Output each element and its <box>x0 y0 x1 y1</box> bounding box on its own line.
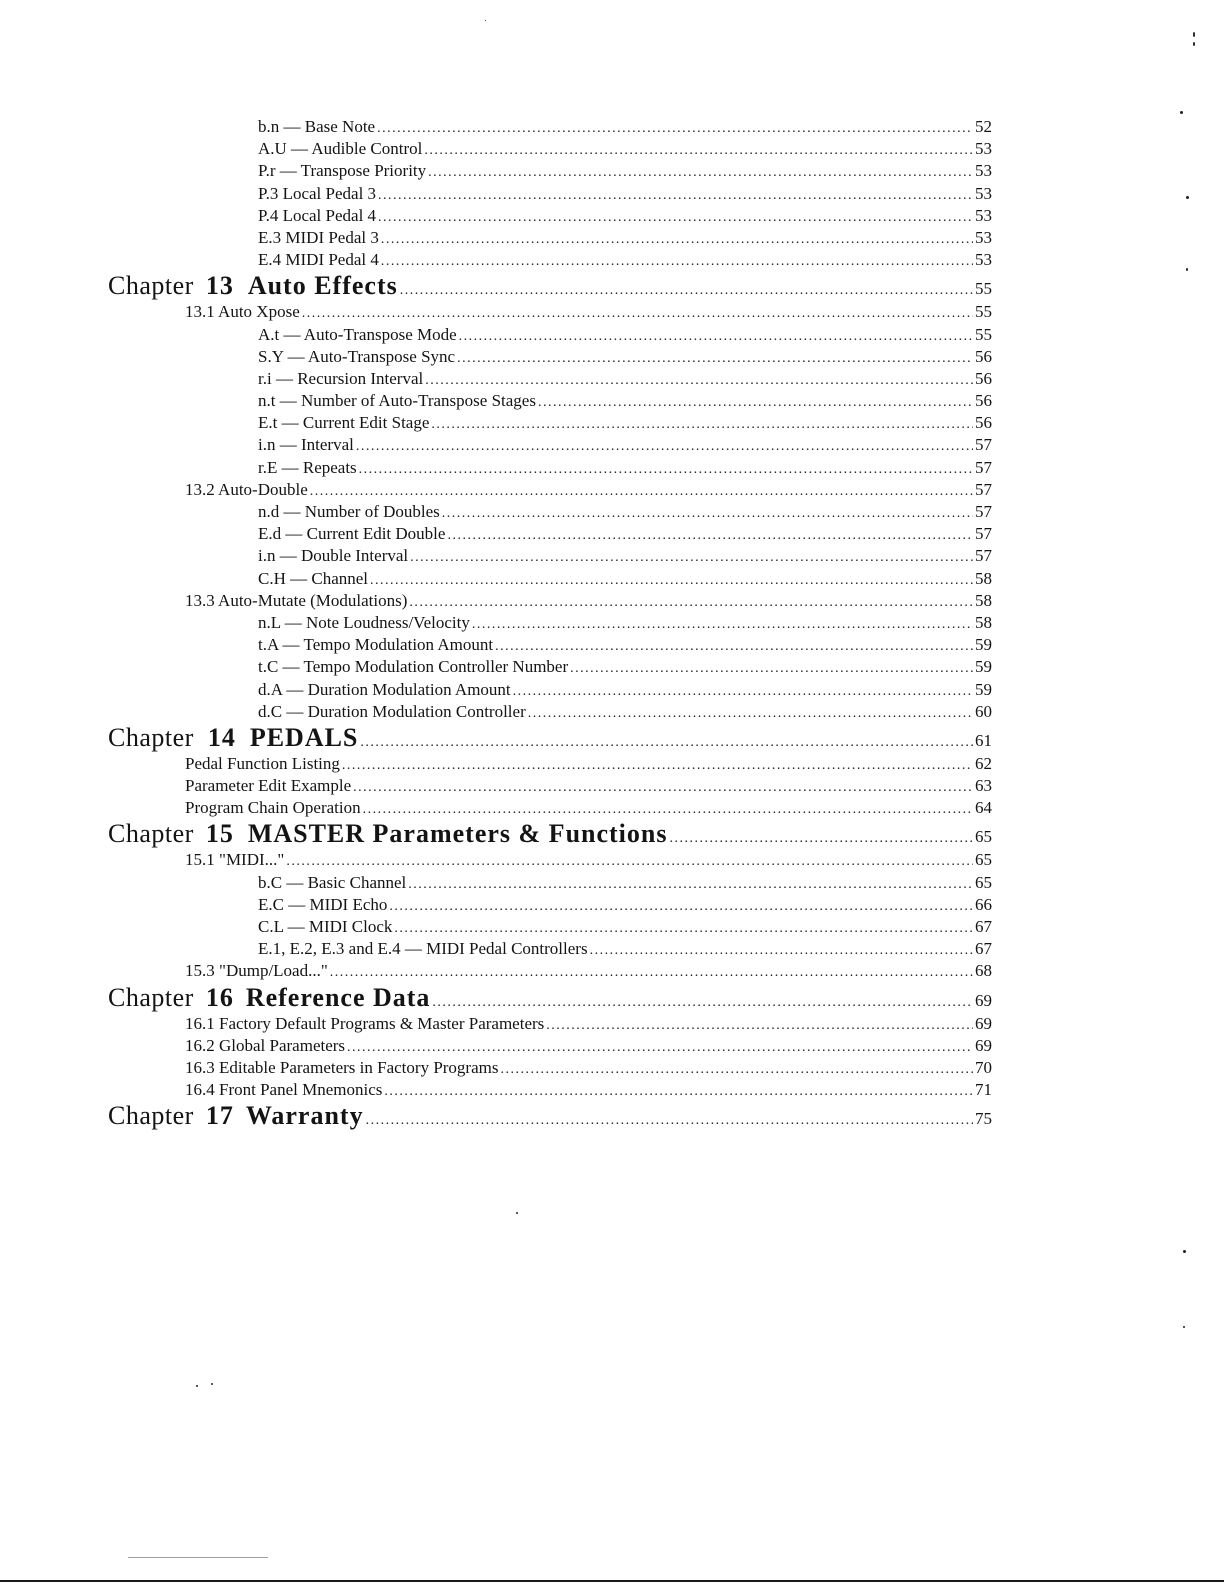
toc-page-number: 55 <box>975 302 992 322</box>
toc-entry-label: i.n — Double Interval <box>258 546 409 566</box>
toc-entry-auto-transpose-mode <box>0 324 1224 346</box>
toc-entry-label: E.3 MIDI Pedal 3 <box>258 227 379 247</box>
toc-entry-midi-clock <box>0 916 1224 938</box>
toc-entry-label: 16.1 Factory Default Programs & Master Parameters <box>185 1013 545 1033</box>
scan-speck <box>211 1383 213 1385</box>
toc-entry-transpose-priority <box>0 160 1224 182</box>
dot-leader <box>425 370 973 392</box>
dot-leader <box>353 777 973 799</box>
toc-entry-tempo-modulation-amount <box>0 634 1224 656</box>
toc-section-pedal-function-listing <box>0 753 1224 775</box>
toc-chapter-15 <box>0 819 1224 849</box>
toc-entry-current-edit-double <box>0 523 1224 545</box>
scan-speck <box>1193 42 1195 46</box>
dot-leader <box>363 799 973 821</box>
toc-section-13-1 <box>0 301 1224 323</box>
toc-entry-local-pedal-4 <box>0 205 1224 227</box>
dot-leader <box>528 703 973 725</box>
toc-page-number: 59 <box>975 635 992 655</box>
toc-entry-label: t.A — Tempo Modulation Amount <box>258 635 494 655</box>
toc-section-16-2 <box>0 1035 1224 1057</box>
chapter-heading <box>108 1101 364 1131</box>
toc-entry-label: r.E — Repeats <box>258 457 357 477</box>
toc-entry-label: Pedal Function Listing <box>185 753 340 773</box>
toc-section-16-1 <box>0 1013 1224 1035</box>
chapter-number: 14 <box>207 722 236 752</box>
toc-section-13-2 <box>0 479 1224 501</box>
toc-page-number: 52 <box>975 117 992 136</box>
toc-entry-label: 16.2 Global Parameters <box>185 1035 346 1055</box>
toc-entry-midi-pedal-3 <box>0 227 1224 249</box>
toc-page-number: 65 <box>975 850 992 870</box>
toc-page-number: 58 <box>975 568 992 588</box>
toc-entry-label: Parameter Edit Example <box>185 776 352 796</box>
scan-speck <box>485 20 486 21</box>
toc-entry-auto-transpose-sync <box>0 346 1224 368</box>
toc-entry-repeats <box>0 457 1224 479</box>
toc-entry-label: 13.3 Auto-Mutate (Modulations) <box>185 590 408 610</box>
toc-page-number: 53 <box>975 227 992 247</box>
dot-leader <box>424 140 973 162</box>
dot-leader <box>457 348 973 370</box>
chapter-number: 15 <box>205 819 234 849</box>
chapter-title: Warranty <box>245 1101 364 1131</box>
dot-leader <box>459 326 973 348</box>
scan-speck <box>516 1212 518 1214</box>
toc-entry-label: C.H — Channel <box>258 568 369 588</box>
dot-leader <box>310 481 973 503</box>
dot-leader <box>389 896 973 918</box>
scan-speck <box>1193 32 1195 37</box>
toc-page-number: 56 <box>975 413 992 433</box>
toc-chapter-13 <box>0 271 1224 301</box>
toc-entry-channel <box>0 568 1224 590</box>
table-of-contents <box>0 116 1224 1131</box>
toc-page-number: 70 <box>975 1057 992 1077</box>
dot-leader <box>409 592 973 614</box>
dot-leader <box>431 414 973 436</box>
page-bottom-edge <box>0 1580 1224 1582</box>
toc-page-number: 57 <box>975 502 992 521</box>
toc-entry-local-pedal-3 <box>0 183 1224 205</box>
toc-page-number: 53 <box>975 250 992 270</box>
dot-leader <box>302 303 973 325</box>
dot-leader <box>342 755 973 777</box>
toc-page-number: 61 <box>975 730 992 750</box>
dot-leader <box>546 1015 973 1037</box>
toc-page-number: 69 <box>975 1013 992 1033</box>
scan-speck <box>1186 268 1188 271</box>
dot-leader <box>356 436 973 458</box>
toc-section-16-3 <box>0 1057 1224 1079</box>
scan-speck <box>1183 1326 1185 1328</box>
chapter-word: Chapter <box>108 271 194 301</box>
toc-chapter-14 <box>0 723 1224 753</box>
toc-page-number: 58 <box>975 590 992 610</box>
chapter-title: Reference Data <box>245 982 431 1012</box>
dot-leader <box>381 251 973 273</box>
dot-leader <box>428 162 973 184</box>
toc-page-number: 64 <box>975 798 992 818</box>
toc-entry-note-loudness <box>0 612 1224 634</box>
toc-chapter-16 <box>0 983 1224 1013</box>
toc-page-number: 55 <box>975 279 992 299</box>
toc-entry-label: 13.2 Auto-Double <box>185 479 308 499</box>
toc-page-number: 57 <box>975 479 992 499</box>
toc-entry-tempo-modulation-controller <box>0 656 1224 678</box>
toc-page-number: 71 <box>975 1080 992 1100</box>
toc-entry-label: P.r — Transpose Priority <box>258 161 427 181</box>
toc-entry-label: A.U — Audible Control <box>258 139 423 159</box>
dot-leader <box>366 1106 973 1136</box>
toc-entry-recursion-interval <box>0 368 1224 390</box>
dot-leader <box>408 874 973 896</box>
toc-entry-label: E.4 MIDI Pedal 4 <box>258 250 379 270</box>
scan-speck <box>1186 196 1189 199</box>
toc-page-number: 53 <box>975 161 992 181</box>
toc-entry-label: n.d — Number of Doubles <box>258 502 440 521</box>
toc-entry-label: 15.3 "Dump/Load..." <box>185 961 328 981</box>
toc-entry-label: b.C — Basic Channel <box>258 872 407 892</box>
toc-page-number: 53 <box>975 205 992 225</box>
toc-page-number: 62 <box>975 753 992 773</box>
dot-leader <box>500 1059 973 1081</box>
dot-leader <box>359 459 973 481</box>
toc-section-program-chain-operation <box>0 797 1224 819</box>
chapter-number: 17 <box>205 1101 234 1131</box>
toc-entry-label: E.C — MIDI Echo <box>258 894 388 914</box>
toc-entry-label: E.d — Current Edit Double <box>258 524 446 544</box>
chapter-word: Chapter <box>108 819 194 849</box>
scan-speck <box>1183 1250 1186 1253</box>
toc-page-number: 57 <box>975 546 992 566</box>
toc-page-number: 57 <box>975 524 992 544</box>
toc-page-number: 57 <box>975 457 992 477</box>
dot-leader <box>410 547 973 569</box>
toc-page-number: 58 <box>975 612 992 632</box>
toc-page-number: 63 <box>975 776 992 796</box>
toc-page-number: 65 <box>975 872 992 892</box>
toc-entry-label: A.t — Auto-Transpose Mode <box>258 324 457 344</box>
dot-leader <box>394 918 973 940</box>
toc-entry-midi-pedal-controllers <box>0 938 1224 960</box>
toc-page-number: 57 <box>975 435 992 455</box>
toc-entry-interval <box>0 434 1224 456</box>
toc-entry-label: 16.4 Front Panel Mnemonics <box>185 1080 383 1100</box>
toc-page-number: 53 <box>975 183 992 203</box>
toc-section-parameter-edit-example <box>0 775 1224 797</box>
dot-leader <box>442 503 973 525</box>
toc-entry-label: 16.3 Editable Parameters in Factory Programs <box>185 1057 499 1077</box>
toc-entry-current-edit-stage <box>0 412 1224 434</box>
toc-entry-label: 15.1 "MIDI..." <box>185 850 285 870</box>
toc-entry-double-interval <box>0 545 1224 567</box>
toc-page-number: 53 <box>975 139 992 159</box>
dot-leader <box>330 962 973 984</box>
toc-entry-midi-echo <box>0 894 1224 916</box>
toc-entry-label: C.L — MIDI Clock <box>258 917 393 936</box>
toc-page-number: 56 <box>975 346 992 366</box>
dot-leader <box>378 185 973 207</box>
toc-entry-midi-pedal-4 <box>0 249 1224 271</box>
toc-chapter-17 <box>0 1101 1224 1131</box>
toc-page-number: 56 <box>975 368 992 388</box>
toc-entry-label: n.L — Note Loudness/Velocity <box>258 612 470 632</box>
toc-entry-number-of-doubles <box>0 501 1224 523</box>
dot-leader <box>286 851 973 873</box>
dot-leader <box>472 614 973 636</box>
chapter-title: Auto Effects <box>247 271 398 301</box>
toc-page-number: 55 <box>975 324 992 344</box>
toc-page-number: 67 <box>975 917 992 936</box>
toc-entry-duration-modulation-controller <box>0 701 1224 723</box>
dot-leader <box>384 1081 973 1103</box>
chapter-heading <box>108 271 398 301</box>
footer-rule <box>128 1557 268 1558</box>
toc-page-number: 69 <box>975 990 992 1010</box>
toc-page-number: 75 <box>975 1109 992 1129</box>
chapter-title: MASTER Parameters & Functions <box>247 819 668 849</box>
toc-entry-label: 13.1 Auto Xpose <box>185 302 300 322</box>
chapter-word: Chapter <box>108 1101 194 1131</box>
dot-leader <box>347 1037 973 1059</box>
toc-page-number: 59 <box>975 657 992 677</box>
toc-entry-label: S.Y — Auto-Transpose Sync <box>258 346 456 366</box>
dot-leader <box>377 118 973 140</box>
toc-section-15-1 <box>0 849 1224 871</box>
toc-page-number: 65 <box>975 827 992 847</box>
dot-leader <box>513 681 973 703</box>
chapter-word: Chapter <box>108 722 194 752</box>
toc-entry-label: t.C — Tempo Modulation Controller Number <box>258 657 569 677</box>
toc-page-number: 68 <box>975 961 992 981</box>
toc-entry-number-of-stages <box>0 390 1224 412</box>
dot-leader <box>370 570 973 592</box>
dot-leader <box>378 207 973 229</box>
chapter-number: 16 <box>205 982 234 1012</box>
dot-leader <box>447 525 973 547</box>
toc-entry-label: E.t — Current Edit Stage <box>258 413 430 433</box>
toc-page-number: 67 <box>975 939 992 959</box>
toc-section-16-4 <box>0 1079 1224 1101</box>
dot-leader <box>538 392 973 414</box>
dot-leader <box>495 636 973 658</box>
toc-entry-label: i.n — Interval <box>258 435 354 455</box>
toc-entry-base-note <box>0 116 1224 138</box>
toc-page-number: 59 <box>975 679 992 699</box>
toc-entry-label: n.t — Number of Auto-Transpose Stages <box>258 391 536 411</box>
chapter-heading <box>108 983 430 1013</box>
chapter-title: PEDALS <box>249 722 359 752</box>
toc-entry-label: r.i — Recursion Interval <box>258 368 424 388</box>
chapter-heading <box>108 819 668 849</box>
toc-entry-label: P.3 Local Pedal 3 <box>258 183 377 203</box>
toc-page-number: 69 <box>975 1035 992 1055</box>
toc-page-number: 66 <box>975 894 992 914</box>
toc-entry-audible-control <box>0 138 1224 160</box>
dot-leader <box>590 940 973 962</box>
dot-leader <box>381 229 973 251</box>
chapter-word: Chapter <box>108 982 194 1012</box>
toc-entry-basic-channel <box>0 872 1224 894</box>
chapter-number: 13 <box>205 271 234 301</box>
chapter-heading <box>108 723 358 753</box>
toc-section-13-3 <box>0 590 1224 612</box>
toc-entry-label: b.n — Base Note <box>258 117 376 136</box>
toc-entry-label: d.C — Duration Modulation Controller <box>258 701 526 721</box>
toc-entry-label: E.1, E.2, E.3 and E.4 — MIDI Pedal Controllers <box>258 939 588 959</box>
toc-page-number: 60 <box>975 701 992 721</box>
scan-speck <box>1180 111 1183 114</box>
toc-page-number: 56 <box>975 391 992 411</box>
toc-entry-label: d.A — Duration Modulation Amount <box>258 679 511 699</box>
scan-speck <box>196 1385 198 1387</box>
toc-entry-duration-modulation-amount <box>0 679 1224 701</box>
toc-section-15-3 <box>0 960 1224 982</box>
toc-entry-label: P.4 Local Pedal 4 <box>258 205 377 225</box>
dot-leader <box>570 658 973 680</box>
toc-entry-label: Program Chain Operation <box>185 798 361 818</box>
